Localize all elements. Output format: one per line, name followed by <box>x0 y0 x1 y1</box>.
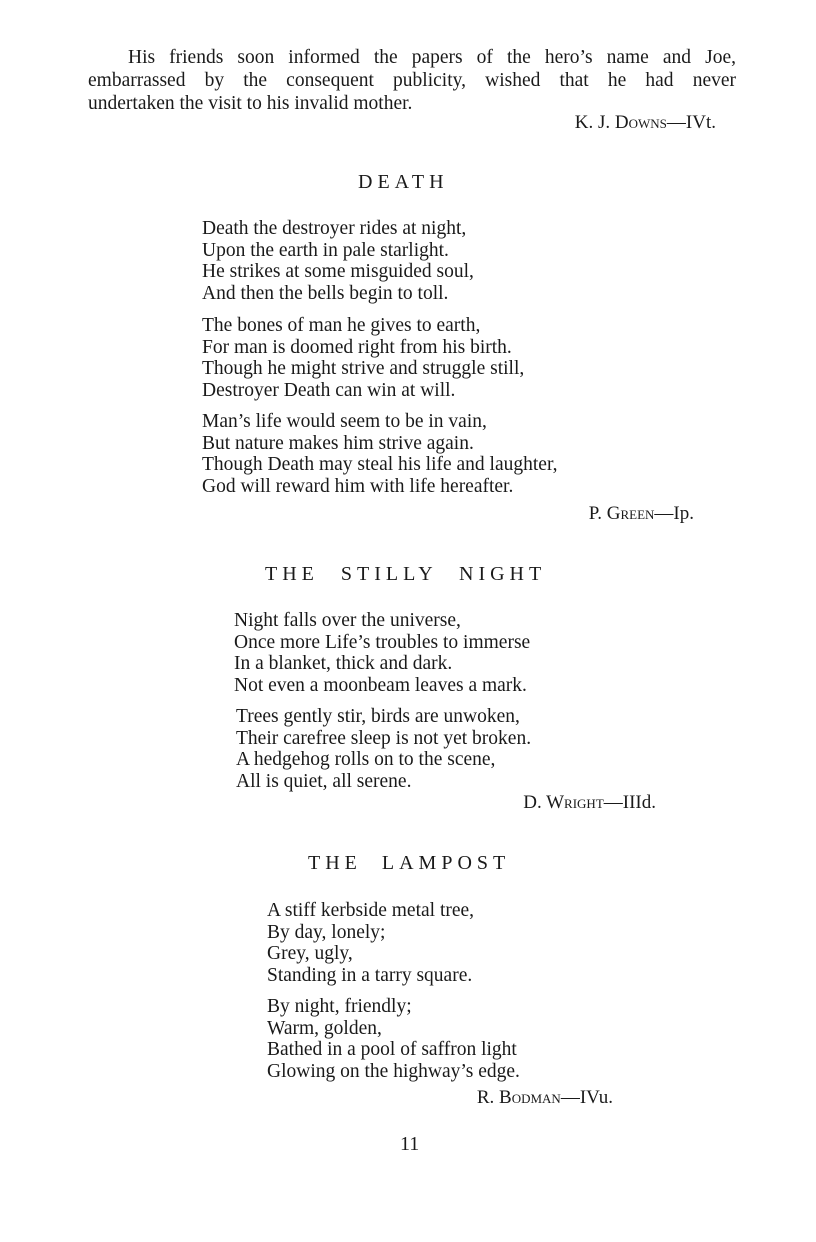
verse-line: Though Death may steal his life and laughter, <box>202 454 558 475</box>
verse-line: But nature makes him strive again. <box>202 432 474 454</box>
verse-line: A hedgehog rolls on to the scene, <box>236 749 496 770</box>
poem-stanza <box>236 706 531 792</box>
intro-line: embarrassed by the consequent publicity, wished that he had never <box>88 70 736 91</box>
verse-line: A stiff kerbside metal tree, <box>267 900 475 921</box>
verse-line: Though he might strive and struggle still, <box>202 358 525 379</box>
verse-line: Grey, ugly, <box>267 943 353 964</box>
verse-line: Night falls over the universe, <box>234 610 461 631</box>
verse-line: Destroyer Death can win at will. <box>202 379 456 401</box>
verse-line: Warm, golden, <box>267 1017 382 1039</box>
verse-line: The bones of man he gives to earth, <box>202 315 481 336</box>
verse-line: Not even a moonbeam leaves a mark. <box>234 674 527 696</box>
verse-line: He strikes at some misguided soul, <box>202 261 474 282</box>
verse-line: And then the bells begin to toll. <box>202 282 449 304</box>
intro-paragraph <box>88 46 736 115</box>
verse-line: Standing in a tarry square. <box>267 964 473 986</box>
poem-stanza <box>267 900 474 986</box>
poem-stanza <box>267 996 520 1082</box>
intro-line: undertaken the visit to his invalid mother. <box>88 93 413 114</box>
verse-line: Glowing on the highway’s edge. <box>267 1060 520 1082</box>
poem-title-death: DEATH <box>358 171 449 193</box>
verse-line: Once more Life’s troubles to immerse <box>234 631 531 653</box>
poem-author: R. Bodman—IVu. <box>476 1087 613 1108</box>
poem-stanza <box>202 315 524 401</box>
poem-title-lampost: THE LAMPOST <box>308 852 511 874</box>
verse-line: In a blanket, thick and dark. <box>234 653 453 674</box>
poem-stanza <box>202 411 558 497</box>
page-number: 11 <box>400 1133 420 1155</box>
verse-line: Bathed in a pool of saffron light <box>267 1039 517 1060</box>
poem-stanza <box>234 610 530 696</box>
poem-author: P. Green—Ip. <box>588 503 694 524</box>
verse-line: God will reward him with life hereafter. <box>202 475 514 497</box>
verse-line: Death the destroyer rides at night, <box>202 218 467 239</box>
intro-author: K. J. Downs—IVt. <box>574 112 716 133</box>
verse-line: All is quiet, all serene. <box>236 770 412 792</box>
poem-author: D. Wright—IIId. <box>523 792 656 813</box>
verse-line: By night, friendly; <box>267 996 412 1017</box>
verse-line: By day, lonely; <box>267 921 386 943</box>
poem-title-stilly-night: THE STILLY NIGHT <box>265 563 547 585</box>
verse-line: For man is doomed right from his birth. <box>202 336 512 358</box>
intro-line: His friends soon informed the papers of the hero’s name and Joe, <box>128 47 736 68</box>
verse-line: Trees gently stir, birds are unwoken, <box>236 706 520 727</box>
poem-stanza <box>202 218 474 304</box>
verse-line: Upon the earth in pale starlight. <box>202 239 449 261</box>
verse-line: Their carefree sleep is not yet broken. <box>236 727 532 749</box>
verse-line: Man’s life would seem to be in vain, <box>202 411 487 432</box>
